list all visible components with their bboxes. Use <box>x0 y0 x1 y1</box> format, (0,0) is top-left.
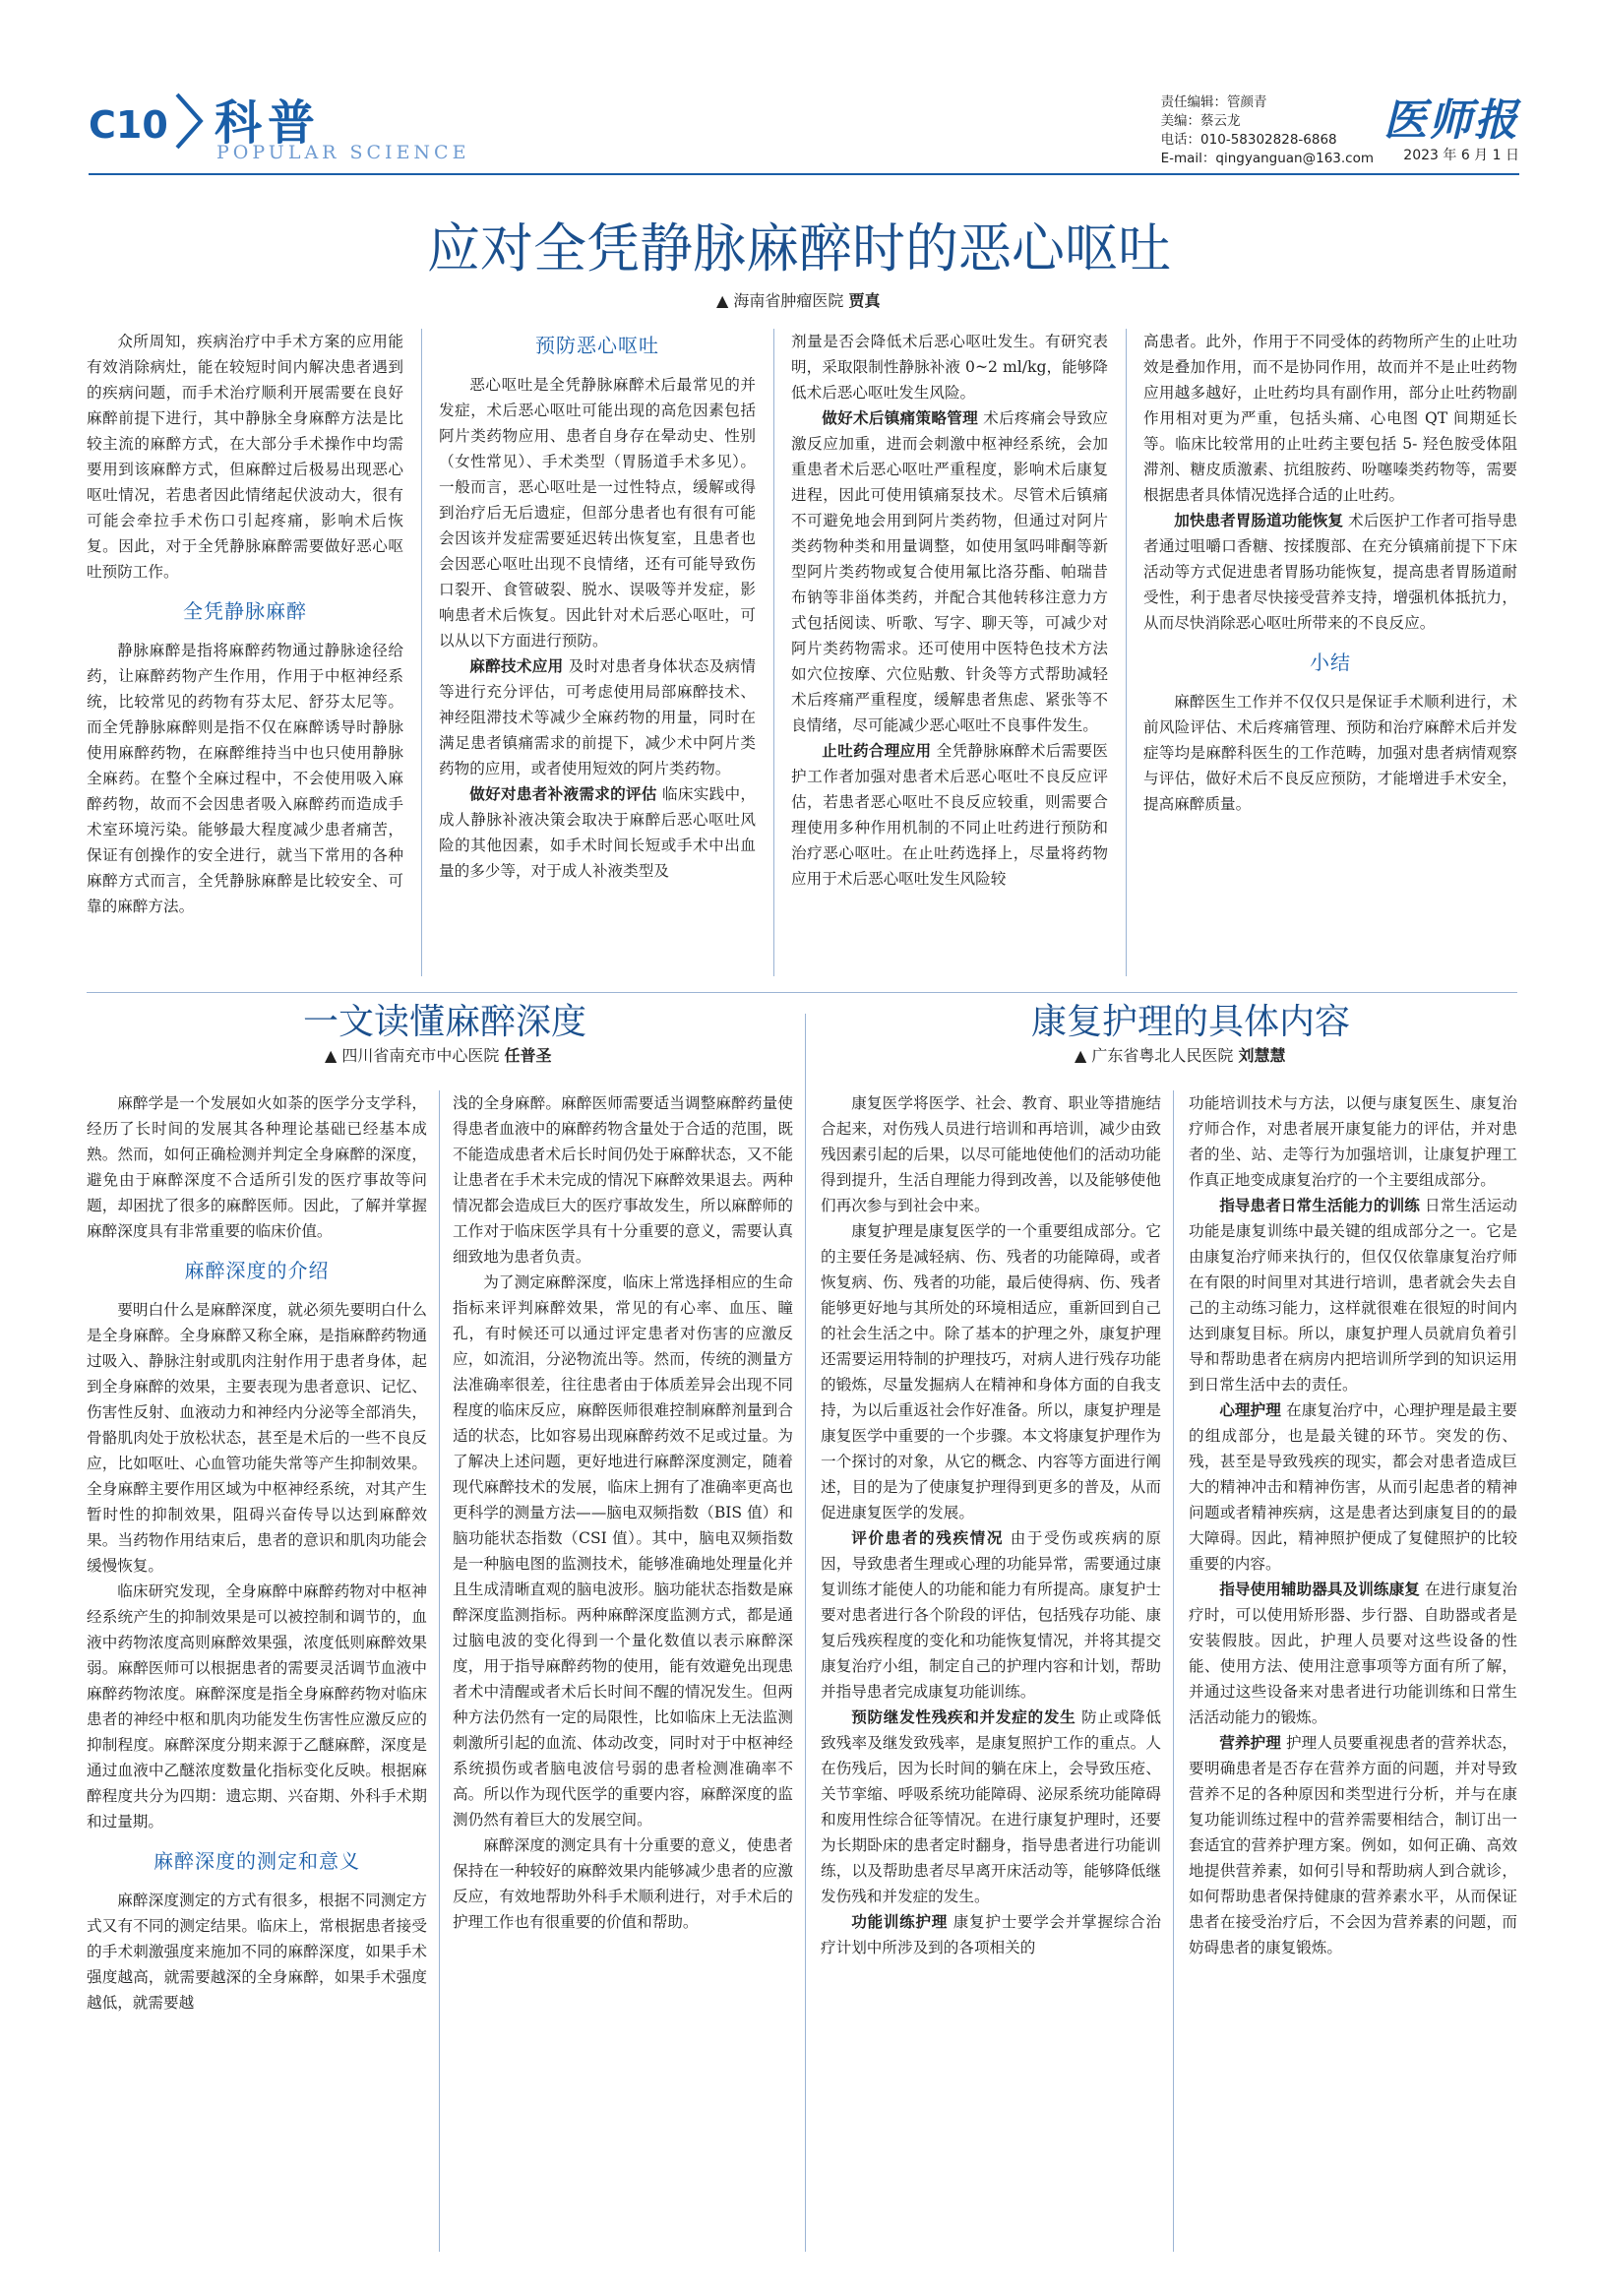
paragraph: 浅的全身麻醉。麻醉医师需要适当调整麻醉药量使得患者血液中的麻醉药物含量处于合适的范围，既不能造成患者术后长时间仍处于麻醉状态，又不能让患者在手术未完成的情况下麻醉效果退去。两种情况都会造成巨大的医疗事故发生，所以麻醉师的工作对于临床医学具有十分重要的意义，需要认真细致地为患者负责。 <box>453 1094 793 1266</box>
paragraph-lead: 营养护理 <box>1219 1734 1281 1752</box>
paragraph <box>791 738 1108 892</box>
subheading: 麻醉深度的介绍 <box>184 1259 330 1282</box>
column-divider <box>805 1014 806 2252</box>
paragraph-lead: 做好对患者补液需求的评估 <box>469 785 657 803</box>
credit-designer: 美编：蔡云龙 <box>1160 113 1241 129</box>
article3-column-2 <box>1189 1090 1517 1960</box>
paragraph-lead: 指导患者日常生活能力的训练 <box>1219 1197 1420 1214</box>
paragraph: 康复护理是康复医学的一个重要组成部分。它的主要任务是减轻病、伤、残者的功能障碍，或者恢复病、伤、残者的功能，最后使得病、伤、残者能够更好地与其所处的环境相适应，重新回到自己的社会生活之中。除了基本的护理之外，康复护理还需要运用特制的护理技巧，对病人进行残存功能的锻炼，尽量发掘病人在精神和身体方面的自我支持，为以后重返社会作好准备。所以，康复护理是康复医学中重要的一个步骤。本文将康复护理作为一个探讨的对象，从它的概念、内容等方面进行阐述，目的是为了使康复护理得到更多的普及，从而促进康复医学的发展。 <box>821 1222 1161 1521</box>
subheading: 全凭静脉麻醉 <box>183 599 307 623</box>
article3-author-org: ▲ 广东省粤北人民医院 <box>1075 1046 1234 1065</box>
article1-column-3 <box>791 329 1108 892</box>
column-divider <box>1126 329 1127 976</box>
article1-column-4 <box>1143 329 1517 817</box>
paragraph-text: 护理人员要重视患者的营养状态，要明确患者是否存在营养方面的问题，并对导致营养不足的各种原因和类型进行分析，并与在康复功能训练过程中的营养需要相结合，制订出一套适宜的营养护理方案。例如，如何正确、高效地提供营养素，如何引导和帮助病人到合就诊，如何帮助患者保持健康的营养素水平，从而保证患者在接受治疗后，不会因为营养素的问题，而妨碍患者的康复锻炼。 <box>1189 1734 1517 1956</box>
paragraph-text: 在进行康复治疗时，可以使用矫形器、步行器、自助器或者是安装假肢。因此，护理人员要对这些设备的性能、使用方法、使用注意事项等方面有所了解，并通过这些设备来对患者进行功能训练和日常生活活动能力的锻炼。 <box>1189 1581 1517 1726</box>
paragraph <box>821 1525 1161 1705</box>
article2-author-name: 任普圣 <box>504 1046 552 1065</box>
paragraph: 恶心呕吐是全凭静脉麻醉术后最常见的并发症，术后恶心呕吐可能出现的高危因素包括阿片类药物应用、患者自身存在晕动史、性别（女性常见）、手术类型（胃肠道手术多见）。一般而言，恶心呕吐是一过性特点，缓解或得到治疗后无后遗症，但部分患者也有很有可能会因该并发症需要延迟转出恢复室，且患者也会因恶心呕吐出现不良情绪，还有可能导致伤口裂开、食管破裂、脱水、误吸等并发症，影响患者术后恢复。因此针对术后恶心呕吐，可以从以下方面进行预防。 <box>439 376 756 650</box>
paragraph: 为了测定麻醉深度，临床上常选择相应的生命指标来评判麻醉效果，常见的有心率、血压、瞳孔，有时候还可以通过评定患者对伤害的应激反应，如流泪，分泌物流出等。然而，传统的测量方法准确率很差，往往患者由于体质差异会出现不同程度的临床反应，麻醉医师很难控制麻醉剂量到合适的状态，比如容易出现麻醉药效不足或过量。为了解决上述问题，更好地进行麻醉深度测定，随着现代麻醉技术的发展，临床上拥有了准确率更高也更科学的测量方法——脑电双频指数（BIS 值）和脑功能状态指数（CSI 值）。其中，脑电双频指数是一种脑电图的监测技术，能够准确地处理量化并且生成清晰直观的脑电波形。脑功能状态指数是麻醉深度监测指标。两种麻醉深度监测方式，都是通过脑电波的变化得到一个量化数值以表示麻醉深度，用于指导麻醉药物的使用，能有效避免出现患者术中清醒或者术后长时间不醒的情况发生。但两种方法仍然有一定的局限性，比如临床上无法监测刺激所引起的血流、体动改变，同时对于中枢神经系统损伤或者脑电波信号弱的患者检测准确率不高。所以作为现代医学的重要内容，麻醉深度的监测仍然有着巨大的发展空间。 <box>453 1273 793 1829</box>
article1-author-name: 贾真 <box>848 291 881 310</box>
column-divider <box>1173 1090 1174 2252</box>
editor-credits <box>1161 93 1374 168</box>
credit-editor: 责任编辑：管颜青 <box>1160 94 1267 110</box>
article1-byline <box>716 288 881 311</box>
paragraph-lead: 心理护理 <box>1219 1401 1281 1419</box>
credit-email: E-mail：qingyanguan@163.com <box>1160 151 1374 166</box>
paragraph-lead: 做好术后镇痛策略管理 <box>822 409 978 427</box>
paragraph: 麻醉深度测定的方式有很多，根据不同测定方式又有不同的测定结果。临床上，常根据患者接受的手术刺激强度来施加不同的麻醉深度，如果手术强度越高，就需要越深的全身麻醉，如果手术强度越低，就需要越 <box>87 1892 427 2012</box>
article3-column-1 <box>821 1090 1161 1960</box>
section-title: 科普 <box>215 95 322 151</box>
paragraph <box>1189 1397 1517 1577</box>
article2-column-2 <box>453 1090 793 1935</box>
paragraph: 麻醉学是一个发展如火如荼的医学分支学科，经历了长时间的发展其各种理论基础已经基本成熟。然而，如何正确检测并判定全身麻醉的深度，避免由于麻醉深度不合适所引发的医疗事故等问题，却困扰了很多的麻醉医师。因此，了解并掌握麻醉深度具有非常重要的临床价值。 <box>87 1094 427 1240</box>
article2-author-org: ▲ 四川省南充市中心医院 <box>325 1046 500 1065</box>
paragraph-text: 康复护士要学会并掌握综合治疗计划中所涉及到的各项相关的 <box>821 1913 1161 1956</box>
paragraph: 高患者。此外，作用于不同受体的药物所产生的止吐功效是叠加作用，而不是协同作用，故而并不是止吐药物应用越多越好，止吐药均具有副作用，部分止吐药物副作用相对更为严重，包括头痛、心电图 QT 间期延长等。临床比较常用的止吐药主要包括 5- 羟色胺受体阻滞剂、糖皮质激素、抗组胺药、吩噻嗪类药物等，需要根据患者具体情况选择合适的止吐药。 <box>1143 333 1517 504</box>
paragraph <box>1189 1577 1517 1730</box>
paragraph-lead: 功能训练护理 <box>851 1913 949 1931</box>
article3-author-name: 刘慧慧 <box>1238 1046 1286 1065</box>
paragraph-text: 术后疼痛会导致应激反应加重，进而会刺激中枢神经系统，会加重患者术后恶心呕吐严重程度，影响术后康复进程，因此可使用镇痛泵技术。尽管术后镇痛不可避免地会用到阿片类药物，但通过对阿片类药物种类和用量调整，如使用氢吗啡酮等新型阿片类药物或复合使用氟比洛芬酯、帕瑞昔布钠等非甾体类药，并配合其他转移注意力方式包括阅读、听歌、写字、聊天等，可减少对阿片类药物需求。还可使用中医特色技术方法如穴位按摩、穴位贴敷、针灸等方式帮助减轻术后疼痛严重程度，缓解患者焦虑、紧张等不良情绪，尽可能减少恶心呕吐不良事件发生。 <box>791 409 1108 734</box>
paragraph: 麻醉深度的测定具有十分重要的意义，使患者保持在一种较好的麻醉效果内能够减少患者的应激反应，有效地帮助外科手术顺利进行，对手术后的护理工作也有很重要的价值和帮助。 <box>453 1836 793 1931</box>
paragraph-lead: 麻醉技术应用 <box>469 657 564 675</box>
paragraph <box>1189 1193 1517 1397</box>
paragraph-text: 术后医护工作者可指导患者通过咀嚼口香糖、按揉腹部、在充分镇痛前提下下床活动等方式促进患者胃肠功能恢复，提高患者胃肠道耐受性，利于患者尽快接受营养支持，增强机体抵抗力，从而尽快消除恶心呕吐所带来的不良反应。 <box>1143 512 1517 632</box>
paragraph: 康复医学将医学、社会、教育、职业等措施结合起来，对伤残人员进行培训和再培训，减少由致残因素引起的后果，以尽可能地使他们的活动功能得到提升，生活自理能力得到改善，以及能够使他们再次参与到社会中来。 <box>821 1094 1161 1214</box>
article3-title: 康复护理的具体内容 <box>1031 1002 1351 1042</box>
paragraph-lead: 评价患者的残疾情况 <box>851 1529 1005 1547</box>
header-divider <box>89 173 1519 175</box>
paragraph: 麻醉医生工作并不仅仅只是保证手术顺利进行，术前风险评估、术后疼痛管理、预防和治疗麻醉术后并发症等均是麻醉科医生的工作范畴，加强对患者病情观察与评估，做好术后不良反应预防，才能增进手术安全，提高麻醉质量。 <box>1143 693 1517 813</box>
paragraph: 静脉麻醉是指将麻醉药物通过静脉途径给药，让麻醉药物产生作用，作用于中枢神经系统，比较常见的药物有芬太尼、舒芬太尼等。而全凭静脉麻醉则是指不仅在麻醉诱导时静脉使用麻醉药物，在麻醉维持当中也只使用静脉全麻药。在整个全麻过程中，不会使用吸入麻醉药物，故而不会因患者吸入麻醉药而造成手术室环境污染。能够最大程度减少患者痛苦，保证有创操作的安全进行，就当下常用的各种麻醉方式而言，全凭静脉麻醉是比较安全、可靠的麻醉方法。 <box>87 642 403 915</box>
credit-phone: 电话：010-58302828-6868 <box>1160 132 1337 148</box>
chevron-right-icon <box>169 91 209 152</box>
paragraph-text: 防止或降低致残率及继发致残率，是康复照护工作的重点。人在伤残后，因为长时间的躺在床上，会导致压疮、关节挛缩、呼吸系统功能障碍、泌尿系统功能障碍和废用性综合征等情况。在进行康复护理时，还要为长期卧床的患者定时翻身，指导患者进行功能训练，以及帮助患者尽早离开床活动等，能够降低继发伤残和并发症的发生。 <box>821 1708 1161 1905</box>
paragraph-text: 临床实践中，成人静脉补液决策会取决于麻醉后恶心呕吐风险的其他因素，如手术时间长短或手术中出血量的多少等，对于成人补液类型及 <box>439 785 756 880</box>
paragraph: 要明白什么是麻醉深度，就必须先要明白什么是全身麻醉。全身麻醉又称全麻，是指麻醉药物通过吸入、静脉注射或肌肉注射作用于患者身体，起到全身麻醉的效果，主要表现为患者意识、记忆、伤害性反射、血液动力和神经内分泌等全部消失，骨骼肌肉处于放松状态，甚至是术后的一些不良反应，比如呕吐、心血管功能失常等产生抑制效果。全身麻醉主要作用区域为中枢神经系统，对其产生暂时性的抑制效果，阻碍兴奋传导以达到麻醉效果。当药物作用结束后，患者的意识和肌肉功能会缓慢恢复。 <box>87 1301 427 1575</box>
paragraph <box>791 405 1108 738</box>
paragraph-lead: 止吐药合理应用 <box>822 742 932 760</box>
paragraph: 剂量是否会降低术后恶心呕吐发生。有研究表明，采取限制性静脉补液 0~2 ml/kg，能够降低术后恶心呕吐发生风险。 <box>791 333 1108 402</box>
column-divider <box>421 329 422 976</box>
column-divider <box>773 329 774 976</box>
newspaper-logo: 医师报 <box>1383 95 1519 146</box>
paragraph: 众所周知，疾病治疗中手术方案的应用能有效消除病灶，能在较短时间内解决患者遇到的疾病问题，而手术治疗顺利开展需要在良好麻醉前提下进行，其中静脉全身麻醉方法是比较主流的麻醉方式，在大部分手术操作中均需要用到该麻醉方式，但麻醉过后极易出现恶心呕吐情况，若患者因此情绪起伏波动大，很有可能会牵拉手术伤口引起疼痛，影响术后恢复。因此，对于全凭静脉麻醉需要做好恶心呕吐预防工作。 <box>87 333 403 581</box>
subheading: 麻醉深度的测定和意义 <box>154 1849 360 1873</box>
paragraph: 临床研究发现，全身麻醉中麻醉药物对中枢神经系统产生的抑制效果是可以被控制和调节的，血液中药物浓度高则麻醉效果强，浓度低则麻醉效果弱。麻醉医师可以根据患者的需要灵活调节血液中麻醉药物浓度。麻醉深度是指全身麻醉药物对临床患者的神经中枢和肌肉功能发生伤害性应激反应的抑制程度。麻醉深度分期来源于乙醚麻醉，深度是通过血液中乙醚浓度数量化指标变化反映。根据麻醉程度共分为四期：遗忘期、兴奋期、外科手术期和过量期。 <box>87 1582 427 1831</box>
article1-author-org: ▲ 海南省肿瘤医院 <box>716 291 844 310</box>
article2-title: 一文读懂麻醉深度 <box>303 1002 587 1042</box>
paragraph: 功能培训技术与方法，以便与康复医生、康复治疗师合作，对患者展开康复能力的评估，并对患者的坐、站、走等行为加强培训，让康复护理工作真正地变成康复治疗的一个主要组成部分。 <box>1189 1094 1517 1189</box>
article1-column-2 <box>439 329 756 884</box>
paragraph-text: 日常生活运动功能是康复训练中最关键的组成部分之一。它是由康复治疗师来执行的，但仅仅依靠康复治疗师在有限的时间里对其进行培训，患者就会失去自己的主动练习能力，这样就很难在很短的时间内达到康复目标。所以，康复护理人员就肩负着引导和帮助患者在病房内把培训所学到的知识运用到日常生活中去的责任。 <box>1189 1197 1517 1394</box>
paragraph <box>439 781 756 884</box>
article1-column-1 <box>87 329 403 919</box>
section-subtitle: POPULAR SCIENCE <box>216 142 470 163</box>
paragraph <box>1189 1730 1517 1960</box>
article3-byline <box>1075 1043 1286 1066</box>
paragraph-lead: 加快患者胃肠道功能恢复 <box>1174 512 1344 529</box>
paragraph-text: 在康复治疗中，心理护理是最主要的组成部分，也是最关键的环节。突发的伤、残，甚至是导致残疾的现实，都会对患者造成巨大的精神冲击和精神伤害，从而引起患者的精神问题或者精神疾病，这是患者达到康复目的的最大障碍。因此，精神照护便成了复健照护的比较重要的内容。 <box>1189 1401 1517 1573</box>
paragraph <box>821 1705 1161 1909</box>
paragraph-lead: 预防继发性残疾和并发症的发生 <box>851 1708 1076 1726</box>
article1-title: 应对全凭静脉麻醉时的恶心呕吐 <box>427 217 1171 279</box>
subheading: 小结 <box>1310 651 1351 674</box>
paragraph <box>439 653 756 781</box>
article2-byline <box>325 1043 552 1066</box>
subheading: 预防恶心呕吐 <box>535 334 659 357</box>
section-divider <box>87 992 1517 993</box>
article2-column-1 <box>87 1090 427 2016</box>
page-number: C10 <box>89 103 168 147</box>
paragraph-text: 全凭静脉麻醉术后需要医护工作者加强对患者术后恶心呕吐不良反应评估，若患者恶心呕吐不良反应较重，则需要合理使用多种作用机制的不同止吐药进行预防和治疗恶心呕吐。在止吐药选择上，尽量将药物应用于术后恶心呕吐发生风险较 <box>791 742 1108 888</box>
paragraph-text: 及时对患者身体状态及病情等进行充分评估，可考虑使用局部麻醉技术、神经阻滞技术等减少全麻药物的用量，同时在满足患者镇痛需求的前提下，减少术中阿片类药物的应用，或者使用短效的阿片类药物。 <box>439 657 756 777</box>
paragraph <box>821 1909 1161 1960</box>
paragraph-lead: 指导使用辅助器具及训练康复 <box>1219 1581 1420 1598</box>
column-divider <box>439 1090 440 2252</box>
paragraph <box>1143 508 1517 636</box>
issue-date: 2023 年 6 月 1 日 <box>1403 148 1519 163</box>
paragraph-text: 由于受伤或疾病的原因，导致患者生理或心理的功能异常，需要通过康复训练才能使人的功能和能力有所提高。康复护士要对患者进行各个阶段的评估，包括残存功能、康复后残疾程度的变化和功能恢复情况，并将其提交康复治疗小组，制定自己的护理内容和计划，帮助并指导患者完成康复功能训练。 <box>821 1529 1161 1701</box>
